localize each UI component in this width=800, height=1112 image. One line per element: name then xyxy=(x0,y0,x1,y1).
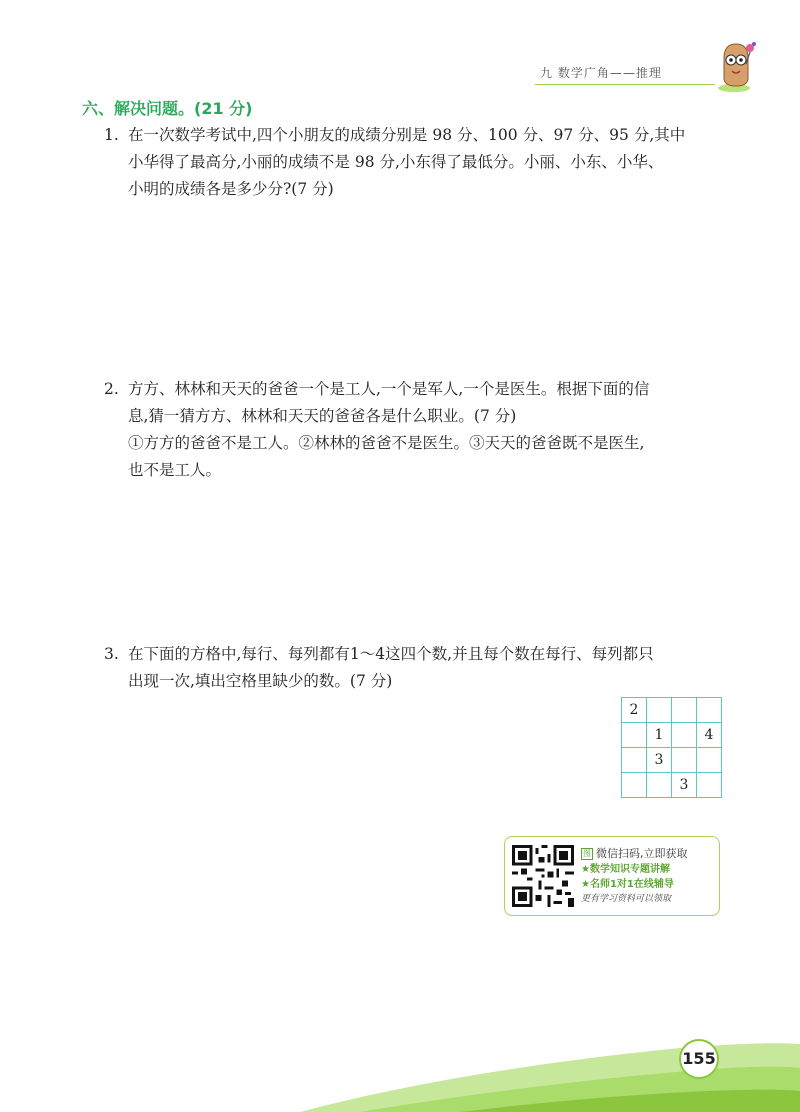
grid-cell[interactable]: 2 xyxy=(622,698,647,723)
grid-cell[interactable] xyxy=(672,698,697,723)
problem-line xyxy=(104,376,744,403)
problem-text: ①方方的爸爸不是工人。②林林的爸爸不是医生。③天天的爸爸既不是医生, xyxy=(128,434,645,452)
qr-scan-label: 微信扫码,立即获取 xyxy=(596,847,688,860)
grid-cell[interactable] xyxy=(697,698,722,723)
grid-cell[interactable]: 4 xyxy=(697,723,722,748)
qr-code-icon[interactable] xyxy=(512,845,574,907)
qr-feature-2: ★名师1对1在线辅导 xyxy=(581,879,674,890)
problem-text: 息,猜一猜方方、林林和天天的爸爸各是什么职业。(7 分) xyxy=(128,407,517,425)
problem-number: 1. xyxy=(104,126,119,144)
qr-more-resources: 更有学习资料可以领取 xyxy=(581,894,672,904)
chapter-title: 九 数学广角——推理 xyxy=(540,66,662,80)
problem-number: 3. xyxy=(104,645,119,663)
grid-cell[interactable] xyxy=(647,698,672,723)
problem-line xyxy=(104,641,744,668)
grid-cell[interactable] xyxy=(697,748,722,773)
problem-1 xyxy=(104,122,744,203)
grid-cell[interactable]: 3 xyxy=(647,748,672,773)
grid-cell[interactable]: 1 xyxy=(647,723,672,748)
problem-text: 方方、林林和天天的爸爸一个是工人,一个是军人,一个是医生。根据下面的信 xyxy=(128,380,650,398)
problem-text: 在下面的方格中,每行、每列都有1～4这四个数,并且每个数在每行、每列都只 xyxy=(128,645,654,663)
grid-row xyxy=(622,748,722,773)
problem-text: 小华得了最高分,小丽的成绩不是 98 分,小东得了最低分。小丽、小东、小华、 xyxy=(128,153,664,171)
problem-text: 小明的成绩各是多少分?(7 分) xyxy=(128,180,334,198)
grid-row xyxy=(622,723,722,748)
qr-text-block xyxy=(581,846,688,907)
mascot-icon xyxy=(712,38,760,94)
grid-cell[interactable] xyxy=(622,773,647,798)
grid-cell[interactable]: 3 xyxy=(672,773,697,798)
problem-3 xyxy=(104,641,744,695)
number-grid xyxy=(621,697,722,798)
problem-text: 出现一次,填出空格里缺少的数。(7 分) xyxy=(128,672,393,690)
grid-row xyxy=(622,698,722,723)
wechat-badge-icon: 图 xyxy=(583,849,591,858)
grid-cell[interactable] xyxy=(672,723,697,748)
qr-feature-1: ★数学知识专题讲解 xyxy=(581,864,670,875)
grid-cell[interactable] xyxy=(622,723,647,748)
problem-line xyxy=(104,122,744,149)
section-title: 六、解决问题。(21 分) xyxy=(82,99,253,118)
problem-text: 也不是工人。 xyxy=(128,461,222,479)
qr-scan-prompt xyxy=(581,846,688,862)
problem-text: 在一次数学考试中,四个小朋友的成绩分别是 98 分、100 分、97 分、95 分,其中 xyxy=(128,126,686,144)
grid-cell[interactable] xyxy=(622,748,647,773)
grid-cell[interactable] xyxy=(647,773,672,798)
problem-2 xyxy=(104,376,744,484)
qr-promo-card[interactable] xyxy=(504,836,720,916)
grid-cell[interactable] xyxy=(672,748,697,773)
page-number: 155 xyxy=(679,1039,719,1079)
grid-row xyxy=(622,773,722,798)
problem-number: 2. xyxy=(104,380,119,398)
grid-cell[interactable] xyxy=(697,773,722,798)
header-divider xyxy=(535,84,715,85)
